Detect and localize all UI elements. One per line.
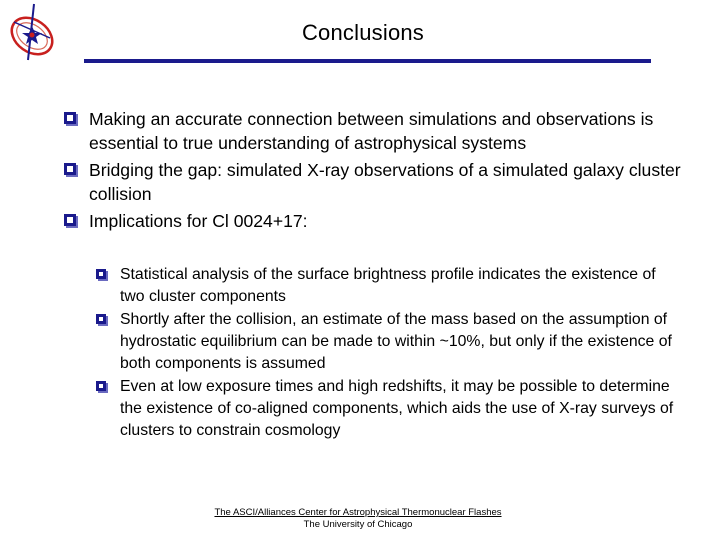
title-divider (84, 59, 651, 63)
hollow-square-bullet-icon (96, 314, 106, 324)
sub-bullet-item (96, 264, 676, 308)
hollow-square-bullet-icon (64, 214, 76, 226)
hollow-square-bullet-icon (64, 163, 76, 175)
sub-bullet-item (96, 309, 676, 375)
bullet-item (64, 158, 684, 206)
hollow-square-bullet-icon (96, 269, 106, 279)
hollow-square-bullet-icon (96, 381, 106, 391)
slide-title: Conclusions (301, 20, 425, 45)
footer-university: The University of Chicago (303, 519, 413, 530)
bullet-item (64, 209, 684, 233)
footer-center-name: The ASCI/Alliances Center for Astrophysical Thermonuclear Flashes (214, 507, 502, 518)
sub-bullet-list (96, 264, 676, 443)
bullet-text: Implications for Cl 0024+17: (89, 211, 308, 231)
main-bullet-list (64, 107, 684, 236)
bullet-item (64, 107, 684, 155)
footer (0, 507, 716, 531)
sub-bullet-text: Shortly after the collision, an estimate of the mass based on the assumption of hydrostatic equilibrium can be made to within ~10%, but only if the existence of both components is assumed (120, 311, 672, 372)
sub-bullet-text: Even at low exposure times and high redshifts, it may be possible to determine the existence of co-aligned components, which aids the use of X-ray surveys of clusters to constrain cosmology (120, 378, 674, 439)
bullet-text: Making an accurate connection between simulations and observations is essential to true understanding of astrophysical systems (89, 109, 654, 153)
bullet-text: Bridging the gap: simulated X-ray observations of a simulated galaxy cluster collision (89, 160, 681, 204)
hollow-square-bullet-icon (64, 112, 76, 124)
sub-bullet-text: Statistical analysis of the surface brightness profile indicates the existence of two cluster components (120, 266, 656, 305)
sub-bullet-item (96, 376, 676, 442)
